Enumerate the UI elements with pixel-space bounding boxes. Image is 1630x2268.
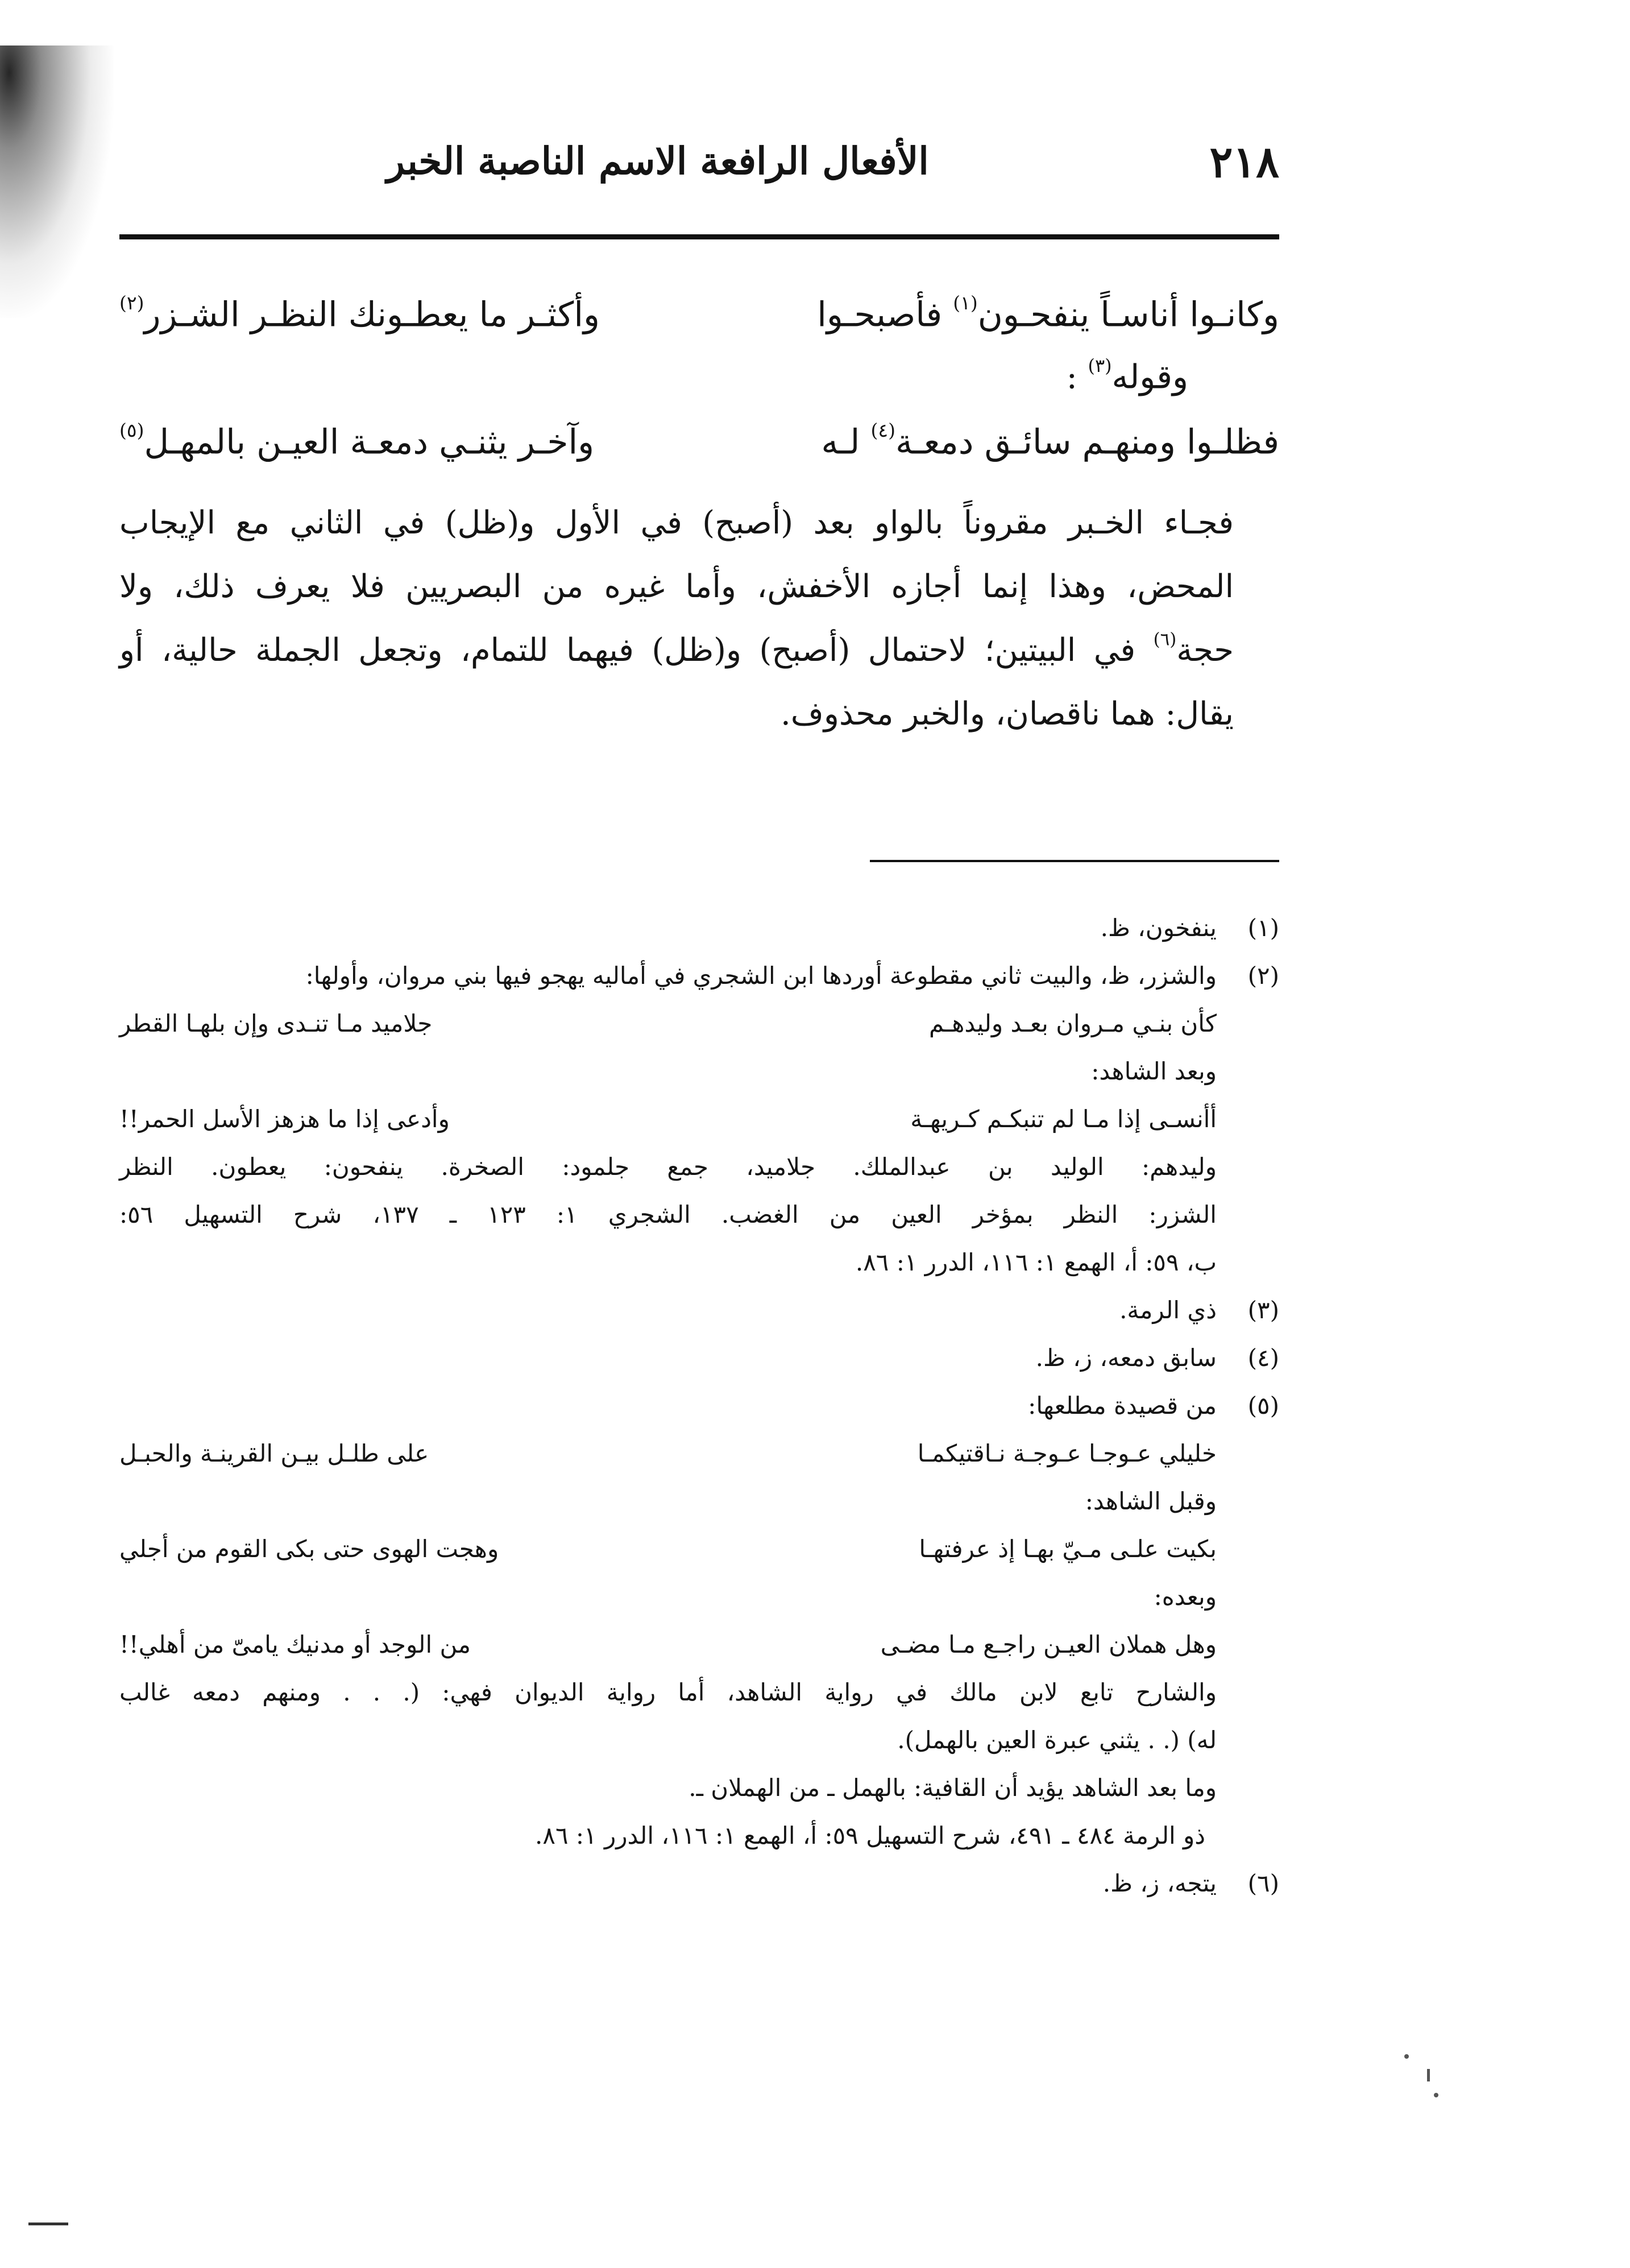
footnote-label: وبعده: bbox=[1154, 1583, 1217, 1611]
scan-speck bbox=[1434, 2093, 1438, 2097]
footnote-text: من قصيدة مطلعها: bbox=[1028, 1392, 1217, 1419]
footnote-number: (٦) bbox=[1247, 1869, 1279, 1897]
verse-line bbox=[119, 290, 1279, 339]
footnote-note: والشارح تابع لابن مالك في رواية الشاهد، أما رواية الديوان فهي: (. . . ومنهم دمعه غالب bbox=[119, 1678, 1217, 1706]
footnote-text: سابق دمعه، ز، ظ. bbox=[1035, 1344, 1217, 1372]
paragraph-line: يقال: هما ناقصان، والخبر محذوف. bbox=[781, 696, 1234, 733]
footnote-sources: ذو الرمة ٤٨٤ ـ ٤٩١، شرح التسهيل ٥٩: أ، الهمع ١: ١١٦، الدرر ١: ٨٦. bbox=[535, 1822, 1205, 1849]
scan-corner-mark bbox=[28, 2223, 68, 2225]
footnote-number: (٤) bbox=[1247, 1344, 1279, 1372]
footnote-2 bbox=[119, 952, 1279, 1000]
commentary-paragraph bbox=[119, 491, 1279, 746]
verse-first-hemistich: فظلـوا ومنهـم سائـق دمعـة$^{(٤)}$ لـه bbox=[821, 419, 1279, 463]
running-title: الأفعال الرافعة الاسم الناصبة الخبر bbox=[387, 139, 929, 183]
footnote-5 bbox=[119, 1382, 1279, 1430]
footnote-verse: وهل هملان العيـن راجـع مـا مضـى من الوجد أو مدنيك يامىّ من أهلي!! bbox=[119, 1630, 1217, 1658]
footnote-4 bbox=[119, 1334, 1279, 1382]
footnote-number: (١) bbox=[1247, 914, 1279, 942]
verse-second-hemistich: وأكثـر ما يعطـونك النظـر الشـزر$^{(٢)}$ bbox=[119, 292, 600, 335]
footnote-1 bbox=[119, 904, 1279, 952]
footnote-3 bbox=[119, 1286, 1279, 1334]
footnote-ref[interactable]: (٤) bbox=[870, 419, 895, 442]
page-number: ٢١٨ bbox=[1209, 136, 1279, 187]
footnote-separator bbox=[870, 860, 1279, 862]
footnote-text: ذي الرمة. bbox=[1119, 1296, 1217, 1324]
scan-speck bbox=[1427, 2069, 1430, 2081]
footnote-label: وبعد الشاهد: bbox=[1091, 1057, 1217, 1085]
footnote-gloss: وليدهم: الوليد بن عبدالملك. جلاميد، جمع جلمود: الصخرة. ينفحون: يعطون. النظر bbox=[119, 1153, 1217, 1181]
verse-line bbox=[119, 417, 1279, 466]
footnote-verse: بكيت علـى مـيّ بهـا إذ عرفتهـا وهجت الهوى حتى بكى القوم من أجلي bbox=[119, 1535, 1217, 1563]
paragraph-line: المحض، وهذا إنما أجازه الأخفش، وأما غيره من البصريين فلا يعرف ذلك، ولا bbox=[119, 568, 1234, 606]
footnote-gloss: ب، ٥٩: أ، الهمع ١: ١١٦، الدرر ١: ٨٦. bbox=[855, 1248, 1217, 1276]
paragraph-line: حجة$^{(٦)}$ في البيتين؛ لاحتمال (أصبح) و(ظل) فيهما للتمام، وتجعل الجملة حالية، أو bbox=[119, 629, 1234, 669]
page-header bbox=[119, 114, 1279, 205]
main-text bbox=[119, 284, 1279, 746]
footnote-ref[interactable]: (٥) bbox=[119, 419, 144, 442]
footnote-number: (٢) bbox=[1247, 962, 1279, 990]
scan-speck bbox=[1404, 2054, 1409, 2059]
footnote-verse: خليلي عـوجـا عـوجـة نـاقتيكمـا على طلـل بيـن القرينـة والحبـل bbox=[119, 1439, 1217, 1467]
quote-intro: وقوله$^{(٣)}$ : bbox=[1066, 354, 1188, 396]
footnote-ref[interactable]: (٣) bbox=[1088, 354, 1112, 376]
footnote-text: والشزر، ظ، والبيت ثاني مقطوعة أوردها ابن الشجري في أماليه يهجو فيها بني مروان، وأولها: bbox=[305, 962, 1217, 990]
footnote-note: له) (. . يثني عبرة العين بالهمل). bbox=[897, 1726, 1217, 1754]
paragraph-line: فجـاء الخـبر مقروناً بالواو بعد (أصبح) في الأول و(ظل) في الثاني مع الإيجاب bbox=[119, 504, 1234, 542]
scan-shadow bbox=[0, 45, 114, 318]
verse-second-hemistich: وآخـر يثنـي دمعـة العيـن بالمهـل$^{(٥)}$ bbox=[119, 419, 595, 463]
verse-first-hemistich: وكانـوا أناسـاً ينفحـون$^{(١)}$ فأصبحـوا bbox=[817, 292, 1279, 335]
footnote-text: ينفخون، ظ. bbox=[1100, 914, 1217, 942]
footnote-ref[interactable]: (٦) bbox=[1153, 629, 1177, 650]
footnote-6 bbox=[119, 1860, 1279, 1907]
book-page bbox=[119, 114, 1279, 1897]
footnote-verse: أأنسـى إذا مـا لم تنبكـم كـريهـة وأدعى إذا ما هزهز الأسل الحمر!! bbox=[119, 1105, 1217, 1133]
footnote-ref[interactable]: (١) bbox=[953, 292, 978, 314]
footnote-ref[interactable]: (٢) bbox=[119, 292, 144, 314]
footnote-text: يتجه، ز، ظ. bbox=[1102, 1869, 1217, 1897]
footnote-label: وقبل الشاهد: bbox=[1085, 1487, 1217, 1515]
footnotes bbox=[119, 904, 1279, 1907]
footnote-number: (٥) bbox=[1247, 1392, 1279, 1419]
footnote-gloss: الشزر: النظر بمؤخر العين من الغضب. الشجري ١: ١٢٣ ـ ١٣٧، شرح التسهيل ٥٦: bbox=[119, 1201, 1217, 1228]
footnote-number: (٣) bbox=[1247, 1296, 1279, 1324]
header-rule bbox=[119, 234, 1279, 239]
footnote-note: وما بعد الشاهد يؤيد أن القافية: بالهمل ـ من الهملان ـ. bbox=[689, 1774, 1217, 1802]
footnote-verse: كأن بنـي مـروان بعـد وليدهـم جلاميد مـا تنـدى وإن بلهـا القطر bbox=[119, 1009, 1217, 1037]
